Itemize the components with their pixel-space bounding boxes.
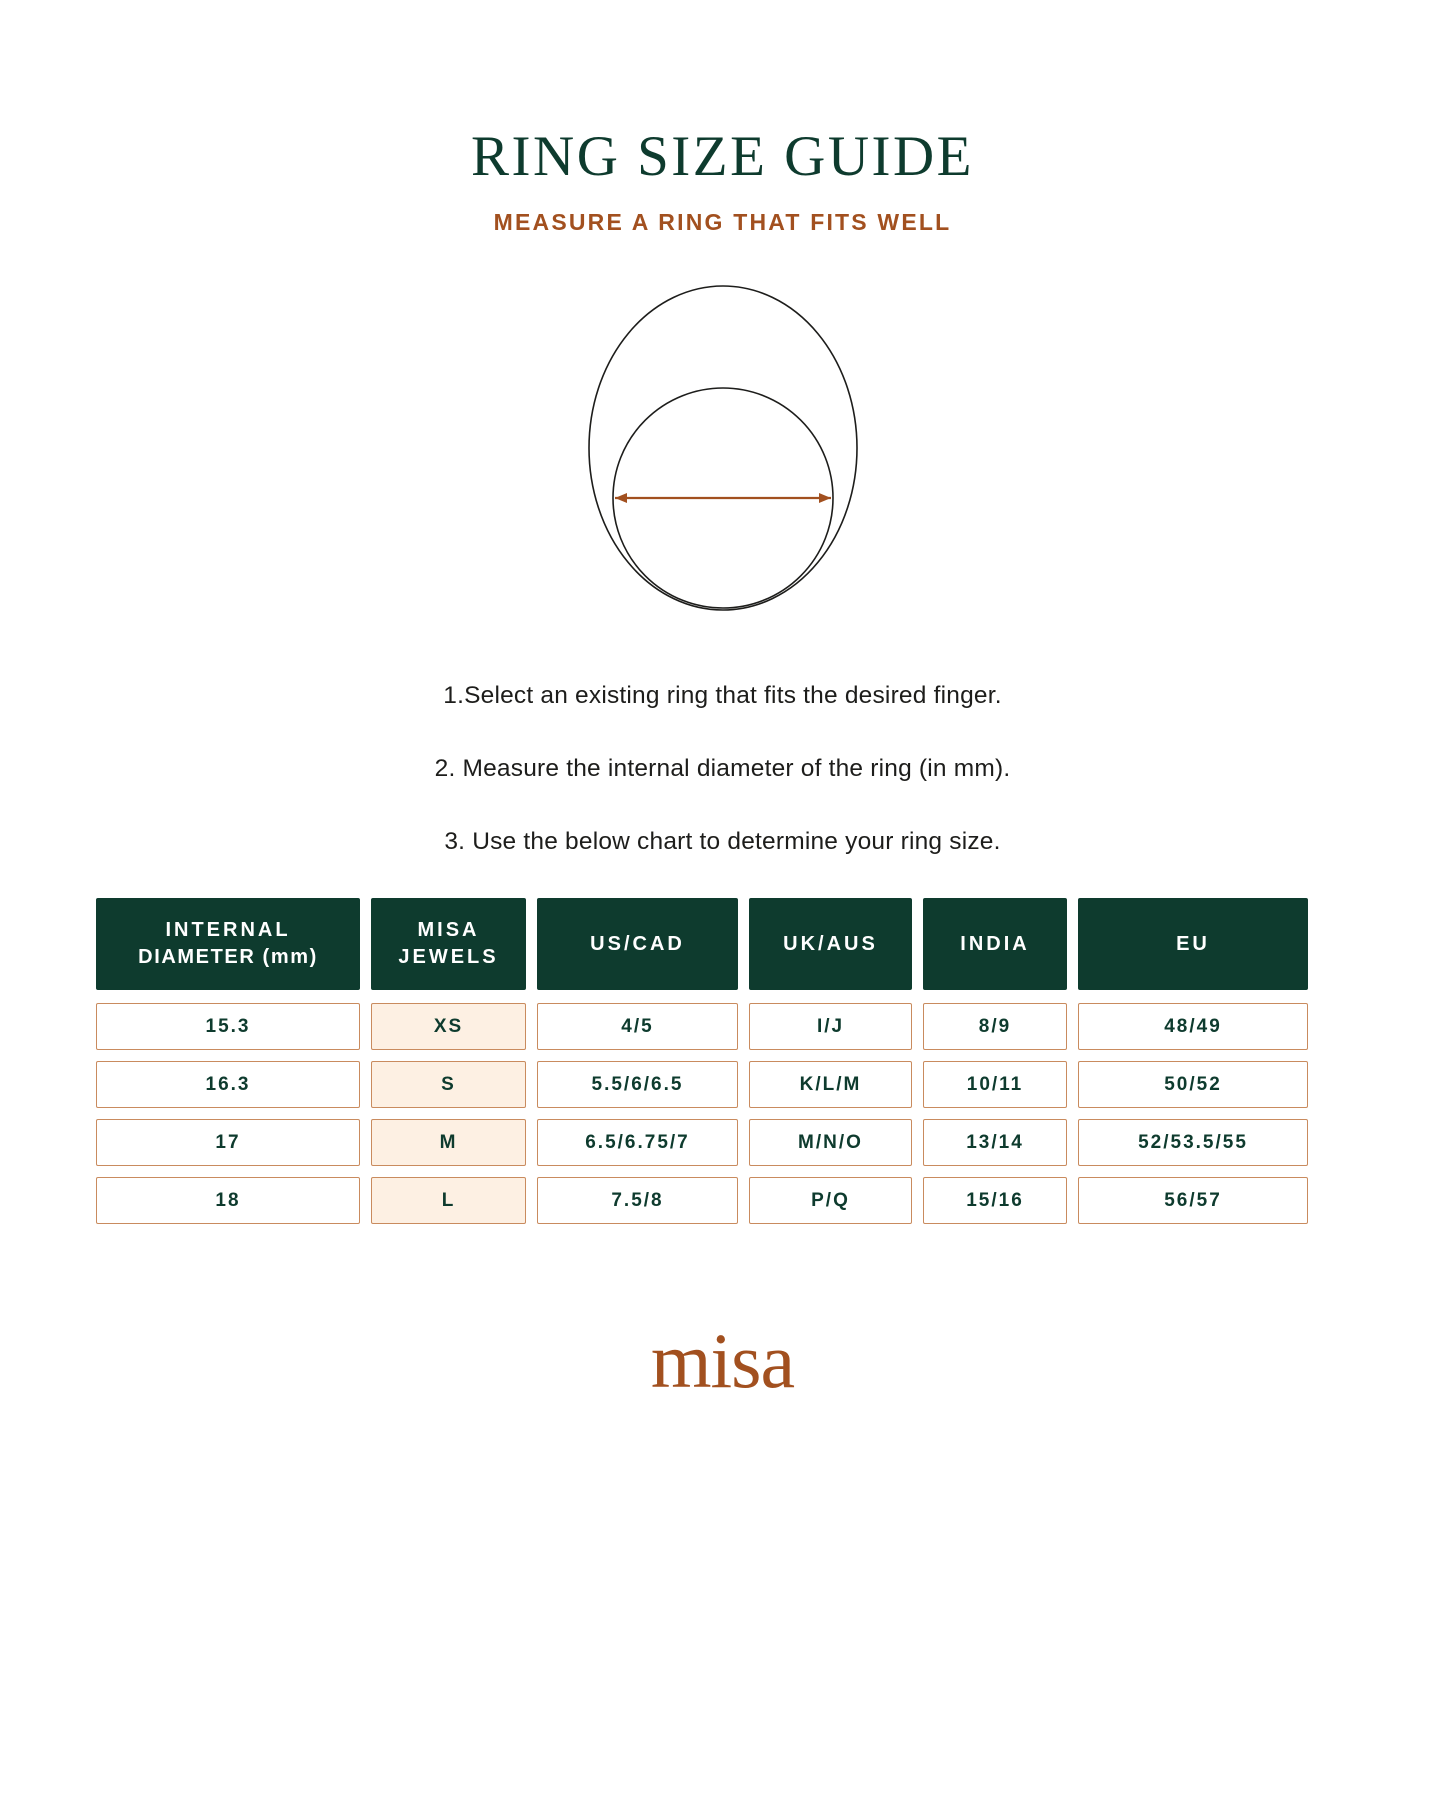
header-misa-jewels-line1: MISA — [417, 919, 480, 942]
table-row — [96, 1119, 1349, 1166]
header-internal-diameter — [96, 898, 360, 990]
page-subtitle: MEASURE A RING THAT FITS WELL — [493, 209, 952, 235]
diameter-arrow — [615, 493, 831, 503]
table-header-row — [96, 898, 1349, 990]
cell-diameter: 15.3 — [96, 1003, 360, 1050]
table-row — [96, 1177, 1349, 1224]
cell-eu: 56/57 — [1078, 1177, 1308, 1224]
size-conversion-table — [96, 898, 1349, 1224]
cell-us: 5.5/6/6.5 — [537, 1061, 738, 1108]
page-title: RING SIZE GUIDE — [471, 125, 974, 188]
cell-us: 4/5 — [537, 1003, 738, 1050]
cell-india: 10/11 — [923, 1061, 1067, 1108]
cell-india: 13/14 — [923, 1119, 1067, 1166]
brand-logo-text: misa — [650, 1317, 795, 1405]
cell-us: 6.5/6.75/7 — [537, 1119, 738, 1166]
cell-india: 8/9 — [923, 1003, 1067, 1050]
cell-diameter: 16.3 — [96, 1061, 360, 1108]
instruction-step-3: 3. Use the below chart to determine your ring size. — [444, 827, 1001, 855]
cell-misa: XS — [371, 1003, 526, 1050]
brand-logo — [0, 1317, 1445, 1405]
header-india: INDIA — [923, 898, 1067, 990]
cell-misa: S — [371, 1061, 526, 1108]
header-internal-diameter-line1: INTERNAL — [165, 919, 291, 942]
cell-eu: 52/53.5/55 — [1078, 1119, 1308, 1166]
cell-eu: 50/52 — [1078, 1061, 1308, 1108]
cell-india: 15/16 — [923, 1177, 1067, 1224]
cell-us: 7.5/8 — [537, 1177, 738, 1224]
cell-diameter: 17 — [96, 1119, 360, 1166]
header-misa-jewels-line2: JEWELS — [398, 946, 499, 969]
instructions-list — [0, 678, 1445, 860]
cell-uk: M/N/O — [749, 1119, 912, 1166]
cell-eu: 48/49 — [1078, 1003, 1308, 1050]
header-eu: EU — [1078, 898, 1308, 990]
cell-diameter: 18 — [96, 1177, 360, 1224]
header-us-cad: US/CAD — [537, 898, 738, 990]
table-row — [96, 1061, 1349, 1108]
header-misa-jewels — [371, 898, 526, 990]
header-internal-diameter-line2: DIAMETER (mm) — [138, 946, 318, 969]
cell-misa: L — [371, 1177, 526, 1224]
cell-misa: M — [371, 1119, 526, 1166]
cell-uk: K/L/M — [749, 1061, 912, 1108]
ring-diameter-diagram — [553, 280, 893, 630]
table-row — [96, 1003, 1349, 1050]
ring-diagram — [0, 280, 1445, 630]
instruction-step-2: 2. Measure the internal diameter of the ring (in mm). — [434, 754, 1011, 782]
cell-uk: I/J — [749, 1003, 912, 1050]
instruction-step-1: 1.Select an existing ring that fits the desired finger. — [443, 682, 1002, 709]
header-uk-aus: UK/AUS — [749, 898, 912, 990]
cell-uk: P/Q — [749, 1177, 912, 1224]
